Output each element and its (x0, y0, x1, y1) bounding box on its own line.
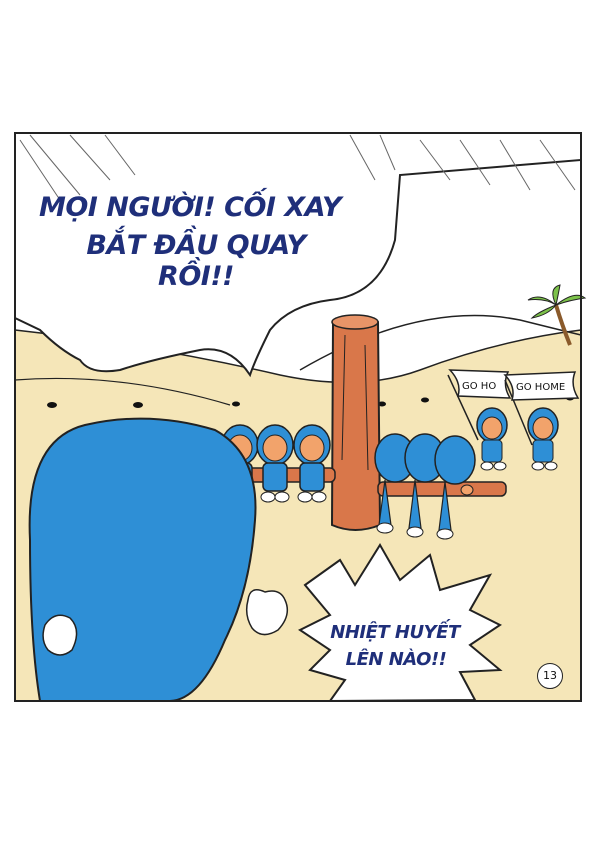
shout-line-2: LÊN NÀO!! (345, 649, 447, 670)
mill-pole (332, 315, 380, 530)
push-bar-right (378, 482, 506, 496)
flag-text-left: GO HO (462, 381, 497, 392)
speech-line-1: MỌI NGƯỜI! CỐI XAY (38, 192, 342, 223)
flag-text-right: GO HOME (516, 382, 566, 393)
speech-line-2: BẮT ĐẦU QUAY RỒI!! (86, 230, 306, 292)
page-number: 13 (537, 663, 563, 689)
shout-line-1: NHIỆT HUYẾT (330, 622, 460, 643)
